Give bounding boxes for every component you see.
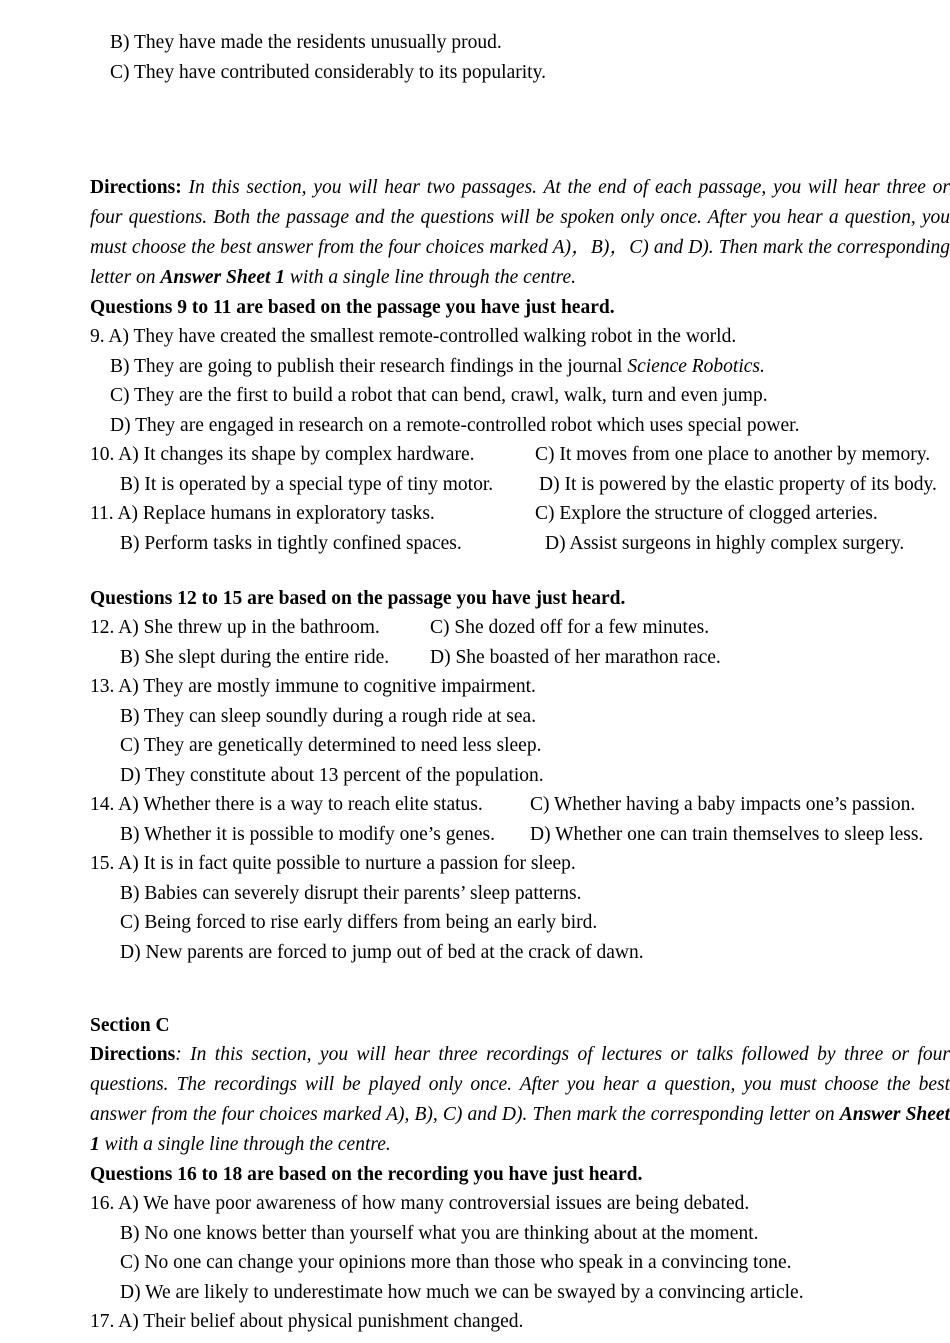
answer-sheet-ref: Answer Sheet 1 [160,267,286,288]
q9-option-c[interactable]: C) They are the first to build a robot that can bend, crawl, walk, turn and even jump. [110,385,768,406]
q13-option-a[interactable]: 13. A) They are mostly immune to cognitive impairment. [90,676,536,697]
q12-option-b[interactable]: B) She slept during the entire ride. [120,646,390,668]
section-c-directions-body: In this section, you will hear three recordings of lectures or talks followed by three or four questions. The recordings will be played only once. After you hear a question, you must choose the best answer from the four choices marked A), B), C) and D). Then mark the corresponding letter on [90,1044,950,1125]
section-b-directions [90,173,950,293]
section-c-directions-tail: with a single line through the centre. [99,1134,391,1155]
q9-option-b[interactable] [90,352,950,382]
q15-option-d[interactable]: D) New parents are forced to jump out of bed at the crack of dawn. [120,941,644,963]
q13-option-b[interactable]: B) They can sleep soundly during a rough ride at sea. [120,705,537,727]
gap-after-leftover [90,87,950,173]
q12-row-1 [90,613,950,643]
q11-option-b[interactable]: B) Perform tasks in tightly confined spaces. [120,532,462,554]
questions-9-11-heading: Questions 9 to 11 are based on the passage you have just heard. [90,297,615,318]
questions-16-18-heading: Questions 16 to 18 are based on the recording you have just heard. [90,1164,643,1185]
page-content [90,28,950,1337]
q15-option-a[interactable]: 15. A) It is in fact quite possible to nurture a passion for sleep. [90,853,576,874]
q9-journal-title: Science Robotics. [627,355,765,377]
section-c-title: Section C [90,1015,170,1036]
q12-option-d[interactable]: D) She boasted of her marathon race. [430,646,721,668]
directions-label: Directions: [90,177,182,198]
q14-row-2 [90,820,950,850]
q10-option-d[interactable]: D) It is powered by the elastic property of its body. [539,473,937,495]
leftover-option-c: C) They have contributed considerably to its popularity. [110,61,546,83]
q11-option-c[interactable]: C) Explore the structure of clogged arteries. [535,503,878,524]
q13-option-d[interactable]: D) They constitute about 13 percent of the population. [120,764,544,786]
q16-option-d[interactable]: D) We are likely to underestimate how much we can be swayed by a convincing article. [120,1281,804,1303]
directions-body: In this section, you will hear two passages. At the end of each passage, you will hear three or four questions. Both the passage and the questions will be spoken only once. After you hear a question, you must choose the best answer from the four choices marked A)，B)，C) and D). Then mark the corresponding letter on [90,177,950,288]
section-c-answer-sheet-ref: Answer Sheet 1 [90,1104,950,1155]
q16-option-b[interactable]: B) No one knows better than yourself what you are thinking about at the moment. [120,1222,759,1244]
q11-row-1 [90,499,950,529]
q11-row-2 [90,529,950,559]
gap-before-q12 [90,558,950,584]
q10-option-b[interactable]: B) It is operated by a special type of tiny motor. [120,473,494,495]
q15-option-c[interactable]: C) Being forced to rise early differs from being an early bird. [120,912,598,933]
q14-option-d[interactable]: D) Whether one can train themselves to sleep less. [530,823,924,845]
q14-option-a[interactable]: 14. A) Whether there is a way to reach elite status. [90,794,483,815]
q16-option-c[interactable]: C) No one can change your opinions more than those who speak in a convincing tone. [120,1252,792,1273]
section-c-directions-colon: : [175,1044,191,1065]
questions-12-15-heading: Questions 12 to 15 are based on the passage you have just heard. [90,588,626,609]
q14-row-1 [90,790,950,820]
q9-option-b-text: B) They are going to publish their research findings in the journal [110,355,628,377]
q13-option-c[interactable]: C) They are genetically determined to need less sleep. [120,735,542,756]
q12-option-c[interactable]: C) She dozed off for a few minutes. [430,617,710,638]
q10-option-a[interactable]: 10. A) It changes its shape by complex hardware. [90,444,475,465]
q10-option-c[interactable]: C) It moves from one place to another by memory. [535,444,931,465]
q9-option-d[interactable]: D) They are engaged in research on a remote-controlled robot which uses special power. [110,414,800,436]
q14-option-c[interactable]: C) Whether having a baby impacts one’s passion. [530,794,916,815]
gap-before-section-c [90,967,950,1011]
q11-option-d[interactable]: D) Assist surgeons in highly complex surgery. [545,532,905,554]
q17-option-a[interactable]: 17. A) Their belief about physical punishment changed. [90,1311,524,1332]
q12-row-2 [90,643,950,673]
section-c-directions [90,1040,950,1160]
q16-option-a[interactable]: 16. A) We have poor awareness of how many controversial issues are being debated. [90,1193,750,1214]
q10-row-1 [90,440,950,470]
leftover-option-b: B) They have made the residents unusually proud. [110,32,502,53]
q9-option-a[interactable]: 9. A) They have created the smallest remote-controlled walking robot in the world. [90,326,737,347]
q15-option-b[interactable]: B) Babies can severely disrupt their parents’ sleep patterns. [120,882,582,904]
q14-option-b[interactable]: B) Whether it is possible to modify one’s genes. [120,823,495,845]
q11-option-a[interactable]: 11. A) Replace humans in exploratory tasks. [90,503,435,524]
section-c-directions-label: Directions [90,1044,176,1065]
directions-tail: with a single line through the centre. [285,267,577,288]
q12-option-a[interactable]: 12. A) She threw up in the bathroom. [90,617,380,638]
q10-row-2 [90,470,950,500]
